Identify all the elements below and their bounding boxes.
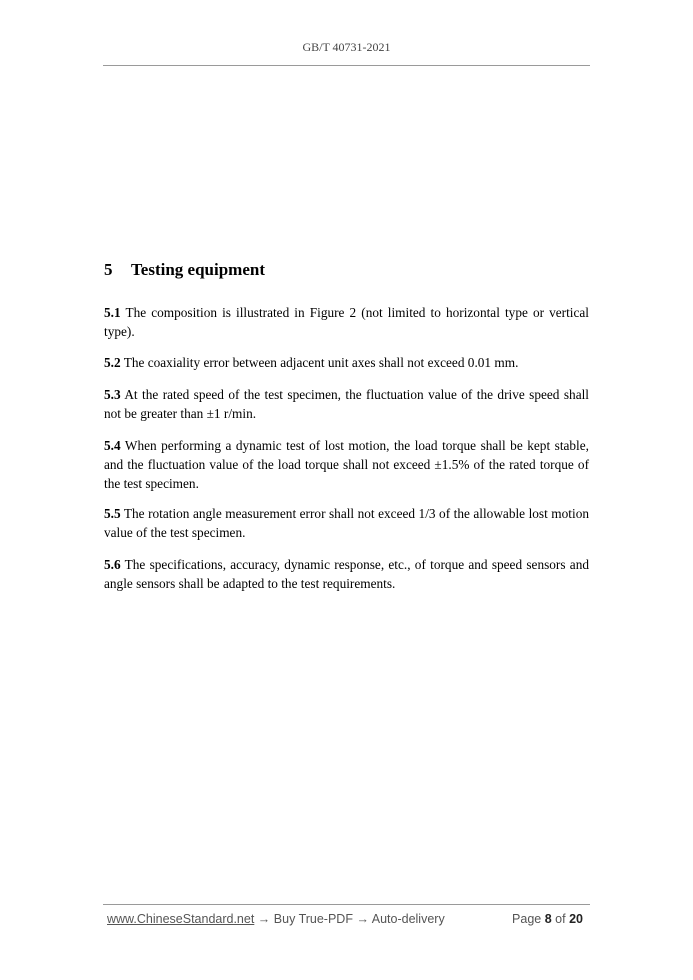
section-number: 5 [104, 260, 113, 279]
footer-divider [103, 904, 590, 905]
page-header [0, 40, 693, 55]
section-title-text: Testing equipment [131, 260, 265, 279]
clause-number: 5.2 [104, 355, 121, 370]
clause-number: 5.4 [104, 438, 121, 453]
page-footer [107, 912, 587, 926]
clause-text: At the rated speed of the test specimen, the fluctuation value of the drive speed shall not be greater than ±1 r/min. [104, 387, 589, 421]
clause-number: 5.1 [104, 305, 121, 320]
clause-text: The rotation angle measurement error shall not exceed 1/3 of the allowable lost motion value of the test specimen. [104, 506, 589, 540]
page-label: Page [512, 912, 542, 926]
page-of-label: of [555, 912, 566, 926]
clause-5-3 [104, 385, 589, 423]
clause-number: 5.3 [104, 387, 121, 402]
auto-delivery-text: Auto-delivery [371, 912, 445, 926]
clause-5-2 [104, 353, 589, 372]
page-indicator [512, 912, 583, 926]
clause-5-5 [104, 504, 589, 542]
standard-number: GB/T 40731-2021 [302, 40, 391, 54]
clause-5-6 [104, 555, 589, 593]
clause-number: 5.6 [104, 557, 121, 572]
clause-text: The coaxiality error between adjacent unit axes shall not exceed 0.01 mm. [123, 355, 519, 370]
clause-number: 5.5 [104, 506, 121, 521]
page-current: 8 [544, 912, 552, 926]
site-link[interactable]: www.ChineseStandard.net [107, 912, 255, 926]
page-total: 20 [569, 912, 583, 926]
section-heading [104, 260, 265, 280]
arrow-right-icon: → [257, 912, 271, 926]
clause-text: When performing a dynamic test of lost motion, the load torque shall be kept stable, and the fluctuation value of the load torque shall not exceed ±1.5% of the rated torque of the test specimen. [104, 438, 589, 491]
clause-text: The specifications, accuracy, dynamic response, etc., of torque and speed sensors and angle sensors shall be adapted to the test requirements. [104, 557, 589, 591]
buy-pdf-text: Buy True-PDF [273, 912, 353, 926]
clause-text: The composition is illustrated in Figure 2 (not limited to horizontal type or vertical type). [104, 305, 589, 339]
clause-5-4 [104, 436, 589, 493]
clause-5-1 [104, 303, 589, 341]
arrow-right-icon: → [356, 912, 369, 926]
header-divider [103, 65, 590, 66]
